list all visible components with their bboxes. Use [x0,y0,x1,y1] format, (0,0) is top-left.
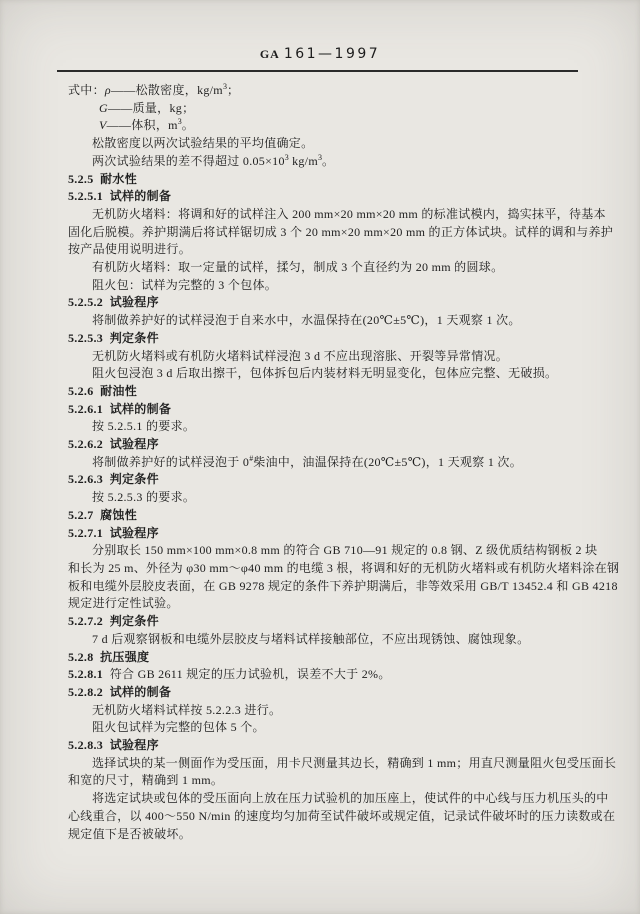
text-line [68,117,584,135]
text-segment: 无机防火堵料试样按 5.2.2.3 进行。 [92,702,282,717]
text-line [68,153,584,171]
text-line [68,82,584,100]
text-line [68,135,584,153]
text-segment: 7 d 后观察钢板和电缆外层胶皮与堵料试样接触部位，不应出现锈蚀、腐蚀现象。 [92,631,530,646]
text-line [68,312,584,330]
text-segment: 选择试块的某一侧面作为受压面，用卡尺测量其边长，精确到 1 mm；用直尺测量阻火包受压面长 [92,755,617,770]
text-line [68,259,584,277]
text-segment: 规定进行定性试验。 [68,596,179,611]
text-segment: 5.2.8.2 试样的制备 [68,684,172,699]
superscript: 3 [317,152,322,162]
text-segment: 5.2.6.2 试验程序 [68,437,159,452]
text-segment: 有机防火堵料：取一定量的试样，揉匀，制成 3 个直径约为 20 mm 的圆球。 [92,260,504,275]
text-segment: 将制做养护好的试样浸泡于自来水中，水温保持在(20℃±5℃)，1 天观察 1 次。 [92,313,521,328]
clause-heading [68,737,584,755]
text-segment: 5.2.7.2 判定条件 [68,614,159,629]
text-segment: ρ [104,83,111,97]
clause-heading [68,471,584,489]
text-segment: 5.2.8.3 试验程序 [68,738,159,753]
text-line [68,631,584,649]
clause-heading [68,171,584,189]
text-segment: 按 5.2.5.3 的要求。 [92,490,196,505]
text-line [68,418,584,436]
text-segment: 5.2.8 抗压强度 [68,649,150,664]
text-segment: 5.2.6.3 判定条件 [68,472,159,487]
clause-heading [68,649,584,667]
text-segment: 将制做养护好的试样浸泡于 0 [92,454,250,469]
text-line [68,542,598,560]
text-line [68,595,584,613]
text-line [68,348,584,366]
text-segment: ； [226,83,240,97]
text-segment: 和长为 25 m、外径为 φ30 mm～φ40 mm 的电缆 3 根，将调和好的无机防火堵料或有机防火堵料涂在钢 [68,560,620,575]
text-line [68,454,584,472]
text-segment: 板和电缆外层胶皮表面，在 GB 9278 规定的条件下养护期满后，非等效采用 GB/T 13452.4 和 GB 4218 [68,578,618,593]
text-segment: 两次试验结果的差不得超过 0.05×10 [92,153,285,168]
standard-code-prefix: GA [259,47,280,61]
text-segment: kg/m [288,153,318,168]
text-segment: 规定值下是否被破坏。 [68,826,192,841]
text-segment: 将选定试块或包体的受压面向上放在压力试验机的加压座上，使试件的中心线与压力机压头的中 [92,791,609,806]
text-line [68,826,584,844]
text-segment: ——质量，kg； [107,100,195,115]
text-line [68,224,614,242]
text-segment: 符合 GB 2611 规定的压力试验机，误差不大于 2%。 [103,667,391,682]
text-line [68,560,620,578]
text-segment: 无机防火堵料或有机防火堵料试样浸泡 3 d 不应出现溶胀、开裂等异常情况。 [92,348,509,363]
text-segment: ——松散密度，kg/m [110,83,223,97]
superscript: 3 [177,117,182,127]
superscript: # [249,453,254,463]
text-segment: 固化后脱模。养护期满后将试样锯切成 3 个 20 mm×20 mm×20 mm 的正方体试块。试样的调和与养护 [68,224,614,239]
text-line [68,772,584,790]
text-segment: 式中： [68,83,105,97]
text-segment: ——体积，m [106,118,178,133]
clause-heading [68,684,584,702]
clause-heading [68,294,584,312]
text-segment: 分别取长 150 mm×100 mm×0.8 mm 的符合 GB 710—91 规定的 0.8 钢、Z 级优质结构钢板 2 块 [92,543,598,558]
clause-heading [68,436,584,454]
standard-code-number: 161—1997 [283,46,381,62]
text-line [68,719,584,737]
text-segment: V [99,118,107,133]
page-header [0,45,640,63]
clause-heading [68,507,584,525]
text-segment: 阻火包浸泡 3 d 后取出擦干，包体拆包后内装材料无明显变化，包体应完整、无破损。 [92,366,558,381]
text-segment: 5.2.5.3 判定条件 [68,330,159,345]
text-segment: 5.2.5 耐水性 [68,171,138,186]
clause-heading [68,401,584,419]
clause-heading [68,383,584,401]
text-line [68,702,584,720]
document-body [68,82,620,843]
text-segment: 阻火包：试样为完整的 3 个包体。 [92,277,278,292]
clause-heading [68,188,584,206]
text-segment: 5.2.8.1 [68,667,104,682]
text-segment: 按产品使用说明进行。 [68,242,192,257]
text-segment: 和宽的尺寸，精确到 1 mm。 [68,773,224,788]
text-segment: 按 5.2.5.1 的要求。 [92,419,196,434]
text-line [68,755,617,773]
text-line [68,206,606,224]
text-segment: 松散密度以两次试验结果的平均值确定。 [92,136,314,151]
text-segment: G [99,100,108,115]
text-segment: 柴油中，油温保持在(20℃±5℃)，1 天观察 1 次。 [253,454,523,469]
text-line [68,100,584,118]
header-rule [57,70,578,72]
text-line [68,241,584,259]
text-line [68,666,584,684]
text-line [68,365,584,383]
text-segment: 5.2.6 耐油性 [68,383,138,398]
text-line [68,790,609,808]
clause-heading [68,525,584,543]
clause-heading [68,330,584,348]
text-line [68,489,584,507]
text-segment: 。 [181,118,195,133]
text-segment: 5.2.6.1 试样的制备 [68,401,172,416]
superscript: 3 [222,82,227,91]
text-segment: 心线重合，以 400～550 N/min 的速度均匀加荷至试件破坏或规定值，记录试件破坏时的压力读数或在 [68,808,616,823]
text-line [68,277,584,295]
text-segment: 5.2.7 腐蚀性 [68,507,138,522]
text-segment: 5.2.7.1 试验程序 [68,525,159,540]
text-segment: 无机防火堵料：将调和好的试样注入 200 mm×20 mm×20 mm 的标准试模内，捣实抹平，待基本 [92,206,606,221]
clause-heading [68,613,584,631]
text-segment: 5.2.5.2 试验程序 [68,295,159,310]
text-line [68,578,618,596]
text-segment: 。 [321,153,335,168]
text-segment: 5.2.5.1 试样的制备 [68,189,172,204]
text-line [68,808,616,826]
text-segment: 阻火包试样为完整的包体 5 个。 [92,720,265,735]
superscript: 3 [284,152,289,162]
